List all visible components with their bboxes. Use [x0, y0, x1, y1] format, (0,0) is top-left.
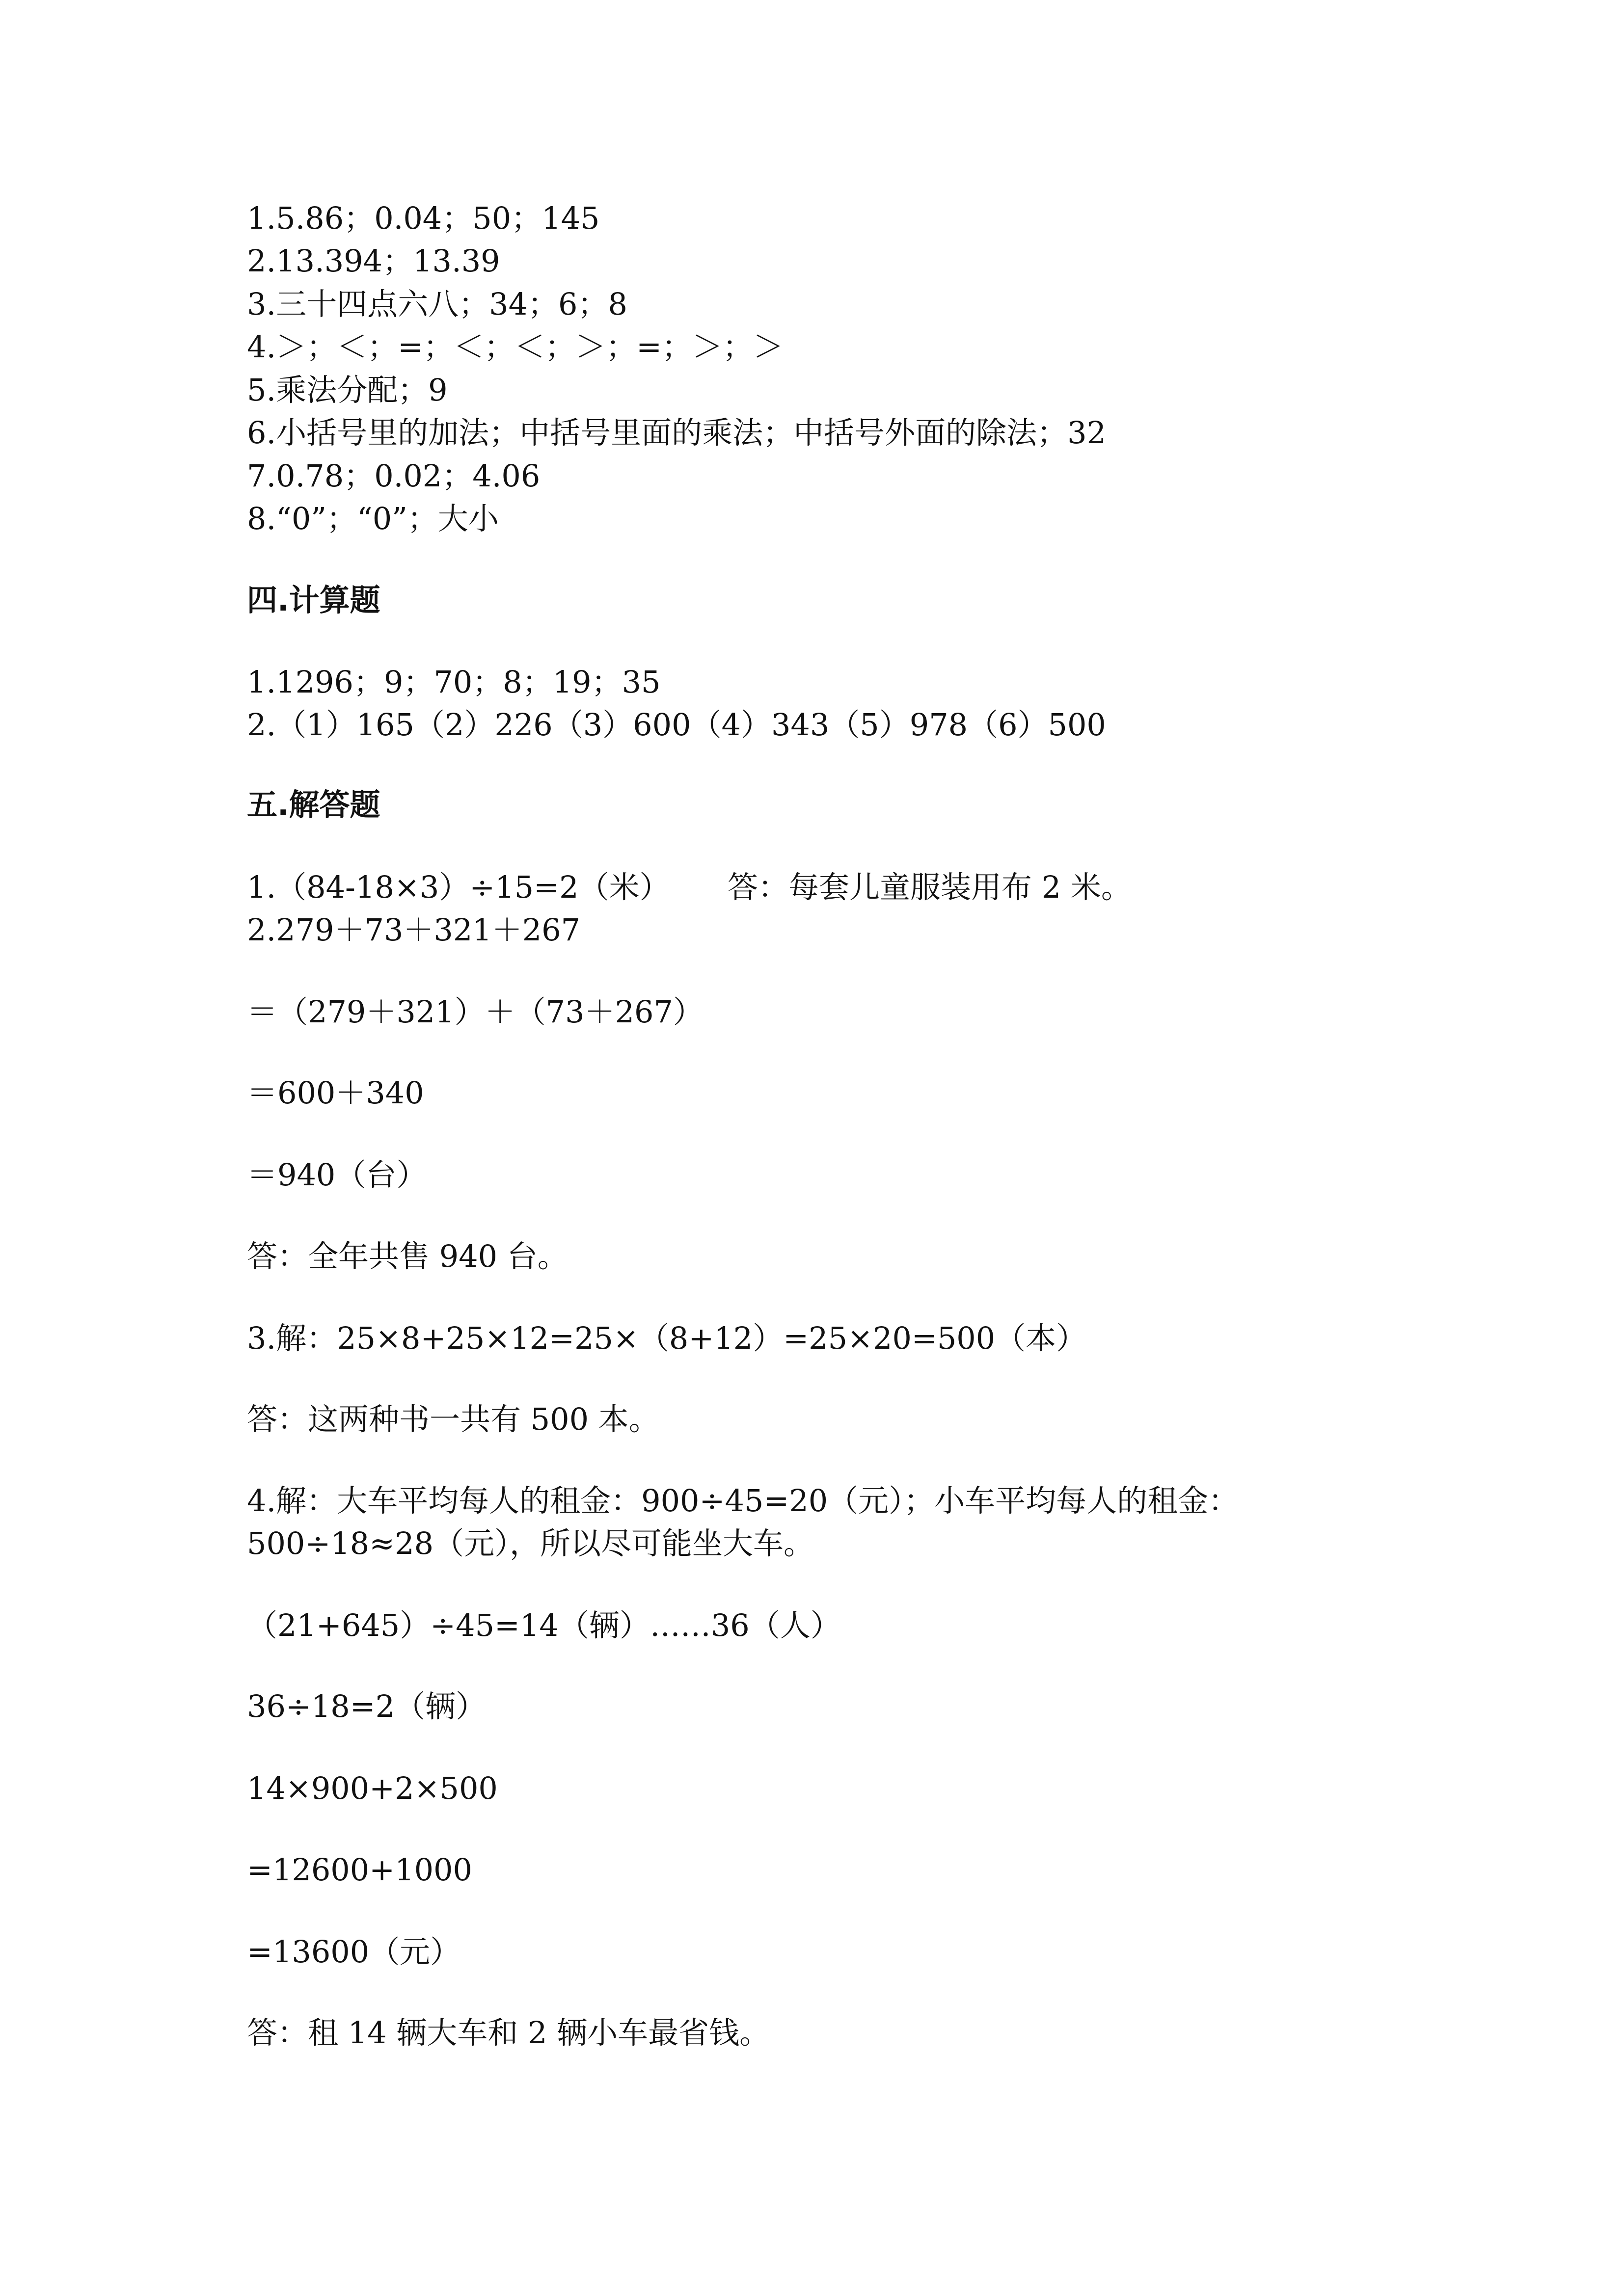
- answer-line-3-5: 5.乘法分配；9: [247, 372, 448, 408]
- answer-line-3-2: 2.13.394；13.39: [247, 243, 500, 279]
- q4-line-1: 4.解：大车平均每人的租金：900÷45=20（元）；小车平均每人的租金：: [247, 1483, 1239, 1519]
- answer-line-3-7: 7.0.78；0.02；4.06: [247, 458, 541, 494]
- answer-line-3-1: 1.5.86；0.04；50；145: [247, 200, 600, 236]
- answer-line-3-4: 4.＞；＜；=；＜；＜；＞；=；＞；＞: [247, 329, 784, 365]
- section-heading-word-problems: 五.解答题: [247, 787, 380, 823]
- q2-line-1: 2.279＋73＋321＋267: [247, 912, 581, 948]
- answer-line-3-8: 8.“0”；“0”；大小: [247, 501, 499, 536]
- q4-line-2: 500÷18≈28（元），所以尽可能坐大车。: [247, 1525, 814, 1561]
- answer-line-4-2: 2.（1）165（2）226（3）600（4）343（5）978（6）500: [247, 707, 1106, 743]
- q4-line-3: （21+645）÷45=14（辆）……36（人）: [247, 1607, 841, 1643]
- q2-line-3: ＝600＋340: [247, 1075, 424, 1111]
- q2-line-4: ＝940（台）: [247, 1157, 427, 1193]
- q2-answer: 答：全年共售 940 台。: [247, 1238, 568, 1274]
- q4-line-4: 36÷18=2（辆）: [247, 1688, 487, 1724]
- q1-formula: 1.（84-18×3）÷15=2（米）: [247, 869, 670, 905]
- answer-line-3-6: 6.小括号里的加法；中括号里面的乘法；中括号外面的除法；32: [247, 415, 1107, 451]
- q3-line-1: 3.解：25×8+25×12=25×（8+12）=25×20=500（本）: [247, 1320, 1087, 1356]
- q4-line-7: =13600（元）: [247, 1934, 461, 1970]
- q4-answer: 答：租 14 辆大车和 2 辆小车最省钱。: [247, 2015, 770, 2051]
- q3-answer: 答：这两种书一共有 500 本。: [247, 1401, 659, 1437]
- section-heading-calculation: 四.计算题: [247, 582, 380, 618]
- q4-line-5: 14×900+2×500: [247, 1770, 498, 1806]
- answer-line-3-3: 3.三十四点六八；34；6；8: [247, 286, 627, 322]
- q1-answer: 答：每套儿童服装用布 2 米。: [728, 869, 1132, 905]
- answer-line-4-1: 1.1296；9；70；8；19；35: [247, 664, 661, 700]
- q4-line-6: =12600+1000: [247, 1852, 472, 1888]
- q2-line-2: ＝（279＋321）＋（73＋267）: [247, 994, 704, 1030]
